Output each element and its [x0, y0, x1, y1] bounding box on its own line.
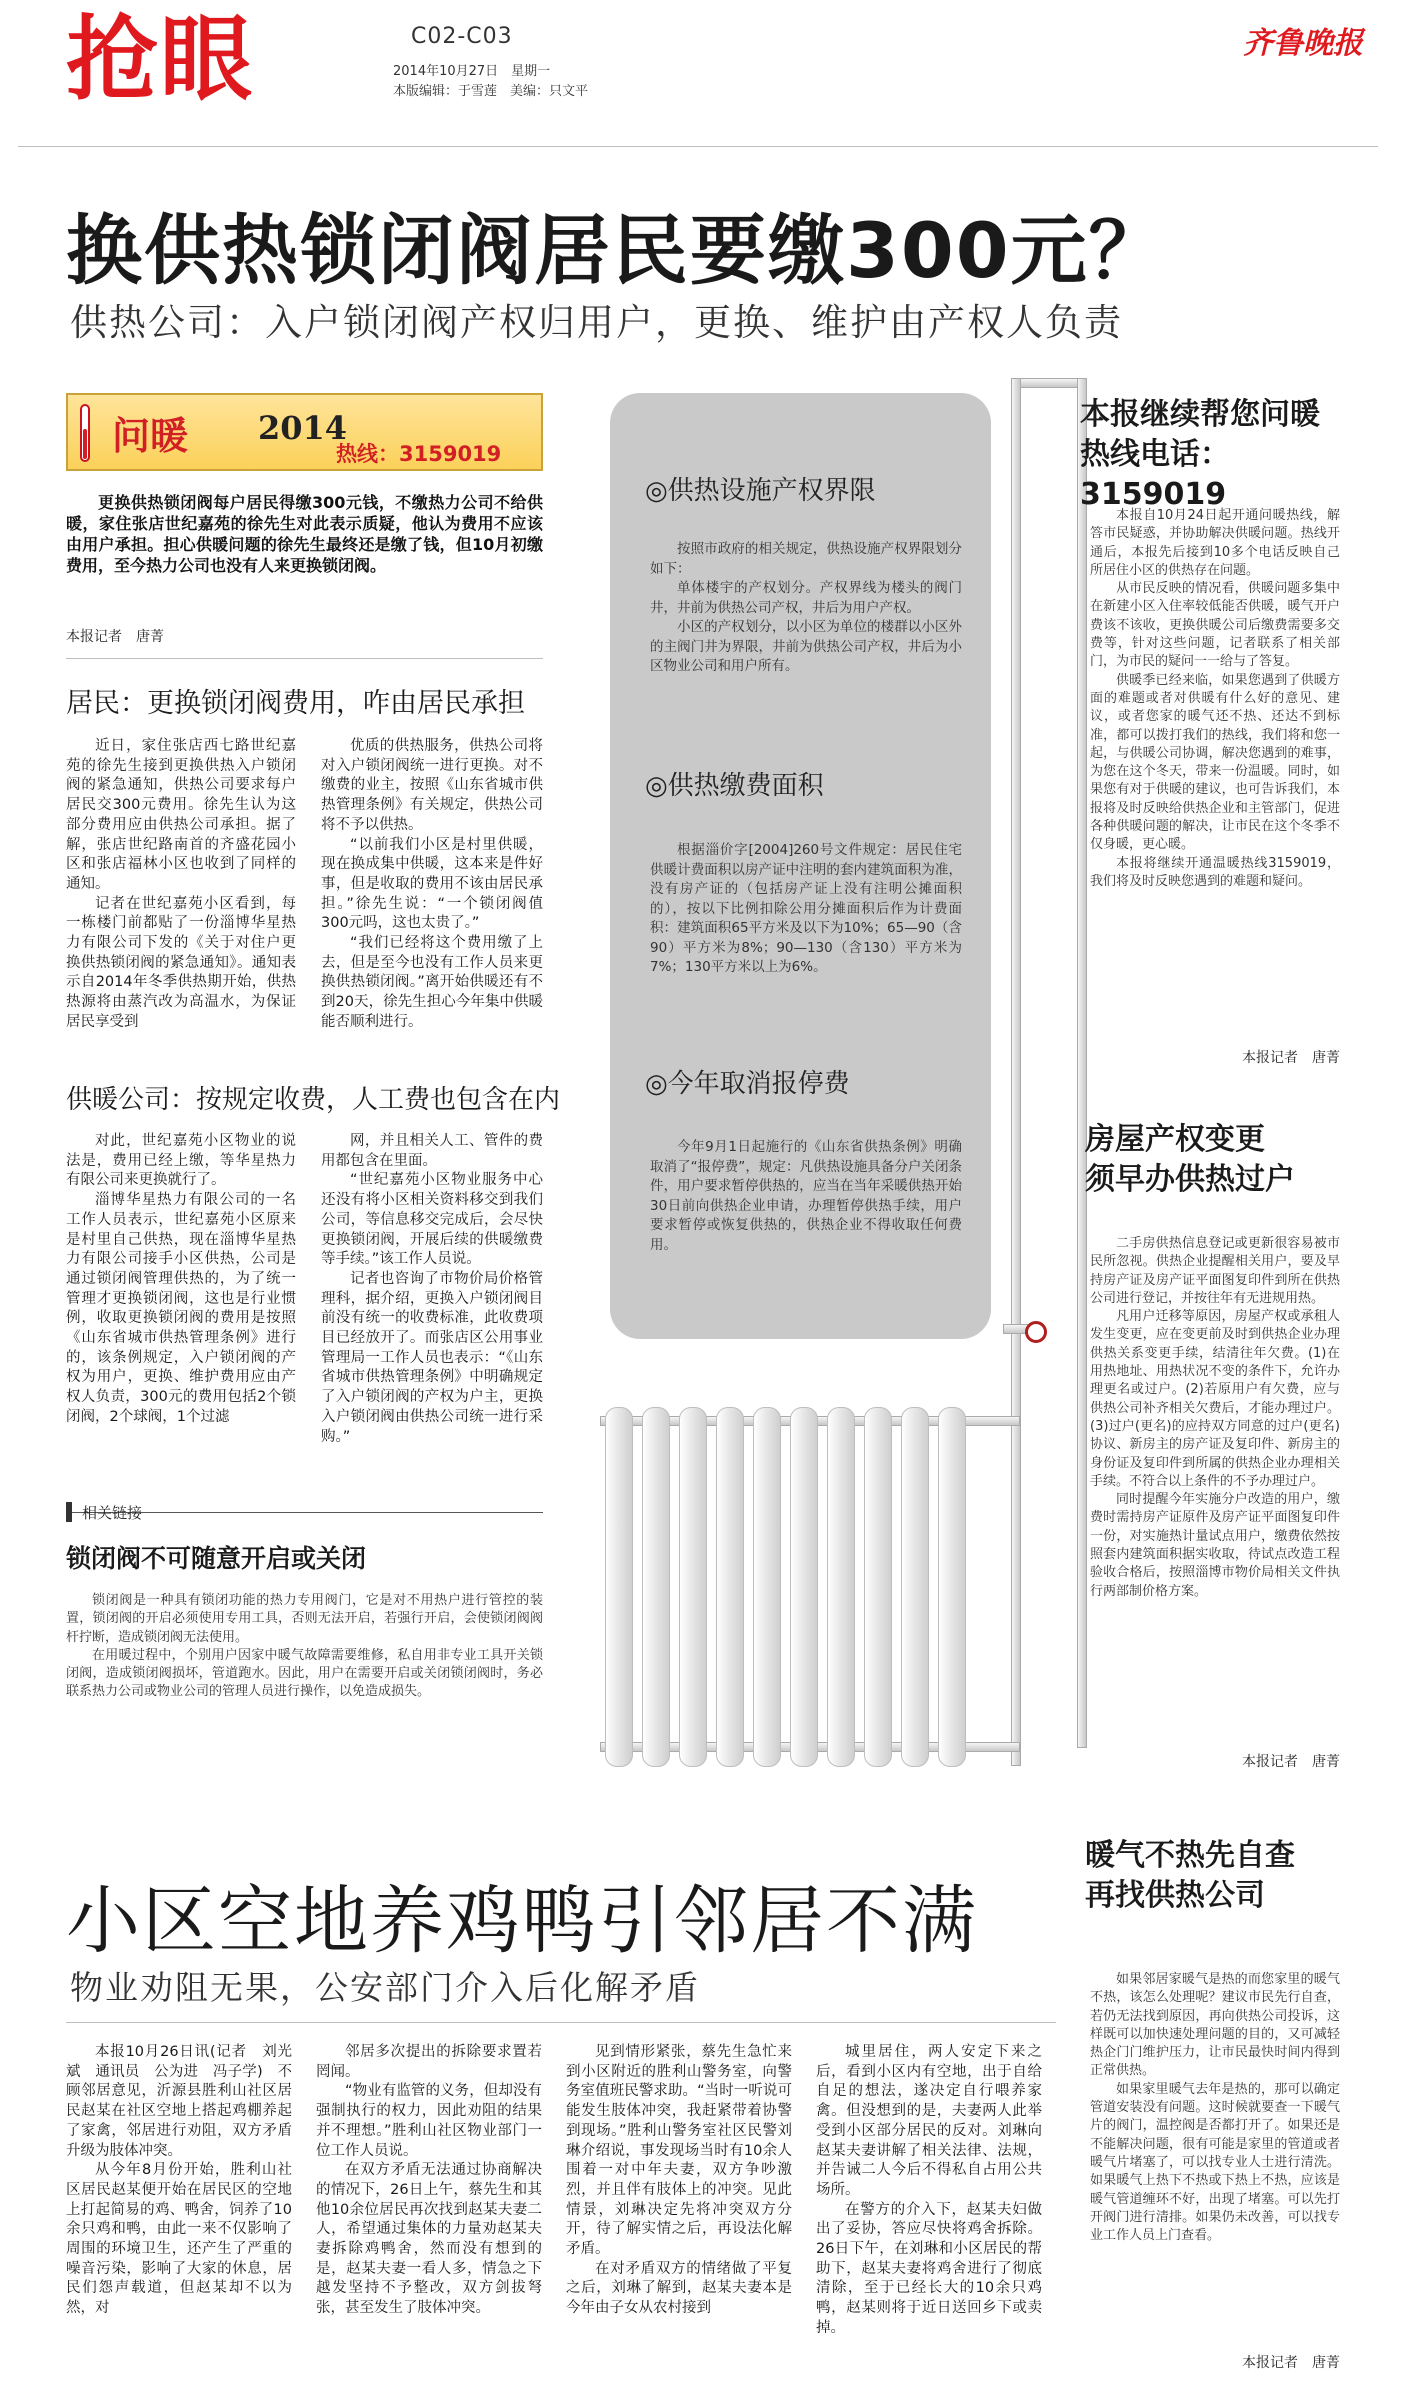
panel-heading-property: ◎供热设施产权界限	[645, 476, 876, 506]
radiator-fin	[938, 1407, 966, 1767]
panel-text-property: 按照市政府的相关规定，供热设施产权界限划分如下： 单体楼宇的产权划分。产权界线为楼头的阀门井，井前为供热公司产权，井后为用户产权。 小区的产权划分，以小区为单位的楼群以小区外的主阀门井为界限，井前为供热公司产权，井后为小区物业公司和用户所有。	[650, 541, 962, 674]
section-heading-residents: 居民：更换锁闭阀费用，咋由居民承担	[66, 688, 525, 719]
newspaper-logo: 齐鲁晚报	[1243, 26, 1363, 61]
story2-rule	[66, 2022, 1056, 2023]
transfer-byline: 本报记者 唐菁	[1242, 1754, 1340, 1770]
selfcheck-heading: 暖气不热先自查 再找供热公司	[1085, 1838, 1295, 1913]
hotline-byline: 本报记者 唐菁	[1242, 1050, 1340, 1066]
related-tag: 相关链接	[82, 1504, 143, 1522]
lead-paragraph: 更换供热锁闭阀每户居民得缴300元钱，不缴热力公司不给供暖，家住张店世纪嘉苑的徐先生对此表示质疑，他认为费用不应该由用户承担。担心供暖问题的徐先生最终还是缴了钱，但10月初缴费用，至今热力公司也没有人来更换锁闭阀。	[66, 493, 543, 575]
panel-text-suspension: 今年9月1日起施行的《山东省供热条例》明确取消了“报停费”，规定：凡供热设施具备分户关闭条件，用户要求暂停供热的，应当在当年采暖供热开始30日前向供热企业申请，办理暂停供热手续，用户要求暂停或恢复供热的，供热企业不得收取任何费用。	[650, 1139, 962, 1253]
related-heading: 锁闭阀不可随意开启或关闭	[66, 1544, 367, 1573]
banner-title: 问暖	[112, 414, 189, 458]
story2-column-3: 见到情形紧张，蔡先生急忙来到小区附近的胜利山警务室，向警务室值班民警求助。“当时一听说可能发生肢体冲突，我赶紧带着协警到现场。”胜利山警务室社区民警刘琳介绍说，事发现场当时有10余人围着一对中年夫妻，双方争吵激烈，并且伴有肢体上的冲突。见此情景，刘琳决定先将冲突双方分开，待了解实情之后，再设法化解矛盾。 在对矛盾双方的情绪做了平复之后，刘琳了解到，赵某夫妻本是今年由子女从农村接到	[566, 2044, 792, 2317]
story2-column-4: 城里居住，两人安定下来之后，看到小区内有空地，出于自给自足的想法，遂决定自行喂养家禽。但没想到的是，夫妻两人此举受到小区部分居民的反对。刘琳向赵某夫妻讲解了相关法律、法规，并告诫二人今后不得私自占用公共场所。 在警方的介入下，赵某夫妇做出了妥协，答应尽快将鸡舍拆除。26日下午，在刘琳和小区居民的帮助下，赵某夫妻将鸡舍进行了彻底清除，至于已经长大的10余只鸡鸭，赵某则将于近日送回乡下或卖掉。	[816, 2044, 1042, 2336]
section-heading-company: 供暖公司：按规定收费，人工费也包含在内	[66, 1085, 561, 1115]
panel-heading-suspension: ◎今年取消报停费	[645, 1069, 850, 1099]
radiator-fin	[679, 1407, 707, 1767]
section-logo: 抢眼	[66, 6, 255, 113]
panel-text-area: 根据淄价字[2004]260号文件规定：居民住宅供暖计费面积以房产证中注明的套内建筑面积为准，没有房产证的（包括房产证上没有注明公摊面积的），按以下比例扣除公用分摊面积后作为计费面积：建筑面积65平方米及以下为10%；65—90（含90）平方米为8%；90—130（含130）平方米为7%；130平方米以上为6%。	[650, 842, 962, 975]
main-subhead: 供热公司：入户锁闭阀产权归用户，更换、维护由产权人负责	[70, 301, 1123, 344]
story2-column-1: 本报10月26日讯(记者 刘光斌 通讯员 公为进 冯子学) 不顾邻居意见，沂源县胜利山社区居民赵某在社区空地上搭起鸡棚养起了家禽，邻居进行劝阻，双方矛盾升级为肢体冲突。 从今年8月份开始，胜利山社区居民赵某便开始在居民区的空地上打起简易的鸡、鸭舍，饲养了10余只鸡和鸭，由此一来不仅影响了周围的环境卫生，还产生了严重的噪音污染，影响了大家的休息，居民们怨声载道，但赵某却不以为然，对	[66, 2044, 292, 2317]
banner-year: 2014	[258, 409, 348, 447]
radiator-fin	[864, 1407, 892, 1767]
residents-column-1: 近日，家住张店西七路世纪嘉苑的徐先生接到更换供热入户锁闭阀的紧急通知，供热公司要求每户居民交300元费用。徐先生认为这部分费用应由供热公司承担。据了解，张店世纪路南首的齐盛花园小区和张店福林小区也收到了同样的通知。 记者在世纪嘉苑小区看到，每一栋楼门前都贴了一份淄博华星热力有限公司下发的《关于对住户更换供热锁闭阀的紧急通知》。通知表示自2014年冬季供热期开始，供热热源将由蒸汽改为高温水，为保证居民享受到	[66, 738, 296, 1030]
radiator-fin	[642, 1407, 670, 1767]
radiator-fin	[827, 1407, 855, 1767]
masthead-rule	[18, 146, 1378, 147]
hotline-body: 本报自10月24日起开通问暖热线，解答市民疑惑，并协助解决供暖问题。热线开通后，本报先后接到10多个电话反映自己所居住小区的供热存在问题。 从市民反映的情况看，供暖问题多集中在新建小区入住率较低能否供暖，暖气开户费该不该收，更换供暖公司后缴费需要多交费等，针对这些问题，记者联系了相关部门，为市民的疑问一一给与了答复。 供暖季已经来临，如果您遇到了供暖方面的难题或者对供暖有什么好的意见、建议，或者您家的暖气还不热、还达不到标准，都可以拨打我们的热线，我们将和您一起，与供暖公司协调，解决您遇到的难事，为您在这个冬天，带来一份温暖。同时，如果您有对于供暖的建议，也可告诉我们，本报将及时反映给供热企业和主管部门，促进各种供暖问题的解决，让市民在这个冬季不仅身暖，更心暖。 本报将继续开通温暖热线3159019，我们将及时反映您遇到的难题和疑问。	[1090, 508, 1340, 889]
wennuan-banner	[66, 393, 543, 471]
byline: 本报记者 唐菁	[66, 629, 164, 645]
main-headline: 换供热锁闭阀居民要缴300元？	[66, 206, 1167, 295]
company-column-2: 网，并且相关人工、管件的费用都包含在里面。 “世纪嘉苑小区物业服务中心还没有将小区相关资料移交到我们公司，等信息移交完成后，会尽快更换锁闭阀，开展后续的供暖缴费等手续。”该工作人员说。 记者也咨询了市物价局价格管理科，据介绍，更换入户锁闭阀目前没有统一的收费标准，此收费项目已经放开了。而张店区公用事业管理局一工作人员也表示：“《山东省城市供热管理条例》中明确规定了入户锁闭阀的产权为户主，更换入户锁闭阀由供热公司统一进行采购。”	[321, 1133, 543, 1445]
residents-column-2: 优质的供热服务，供热公司将对入户锁闭阀统一进行更换。对不缴费的业主，按照《山东省城市供热管理条例》有关规定，供热公司将不予以供热。 “以前我们小区是村里供暖，现在换成集中供暖，这本来是件好事，但是收取的费用不该由居民承担。”徐先生说：“一个锁闭阀值300元吗，这也太贵了。” “我们已经将这个费用缴了上去，但是至今也没有工作人员来更换供热锁闭阀。”离开始供暖还有不到20天，徐先生担心今年集中供暖能否顺利进行。	[321, 738, 543, 1030]
thermometer-icon	[80, 404, 90, 462]
story2-subhead: 物业劝阻无果，公安部门介入后化解矛盾	[70, 1968, 700, 2007]
radiator-fin	[790, 1407, 818, 1767]
company-column-1: 对此，世纪嘉苑小区物业的说法是，费用已经上缴，等华星热力有限公司来更换就行了。 淄博华星热力有限公司的一名工作人员表示，世纪嘉苑小区原来是村里自己供热，现在淄博华星热力有限公司接手小区供热，公司是通过锁闭阀管理供热的，为了统一管理才更换锁闭阀，这也是行业惯例，收取更换锁闭阀的费用是按照《山东省城市供热管理条例》进行的，该条例规定，入户锁闭阀的产权为用户，更换、维护费用应由产权人负责，300元的费用包括2个锁闭阀，2个球阀，1个过滤	[66, 1133, 296, 1425]
radiator-fin	[753, 1407, 781, 1767]
radiator-fin	[716, 1407, 744, 1767]
selfcheck-byline: 本报记者 唐菁	[1242, 2355, 1340, 2371]
editor-credits: 本版编辑：于雪莲 美编：只文平	[393, 84, 589, 99]
story2-headline: 小区空地养鸡鸭引邻居不满	[66, 1878, 978, 1964]
section-rule	[66, 658, 543, 659]
issue-date: 2014年10月27日 星期一	[393, 64, 551, 79]
story2-column-2: 邻居多次提出的拆除要求置若罔闻。 “物业有监管的义务，但却没有强制执行的权力，因此劝阻的结果并不理想。”胜利山社区物业部门一位工作人员说。 在双方矛盾无法通过协商解决的情况下，26日上午，蔡先生和其他10余位居民再次找到赵某夫妻二人，希望通过集体的力量劝赵某夫妻拆除鸡鸭舍，然而没有想到的是，赵某夫妻一看人多，情急之下越发坚持不予整改，双方剑拔弩张，甚至发生了肢体冲突。	[316, 2044, 542, 2317]
page-numbers: C02-C03	[411, 24, 513, 49]
radiator-fin	[605, 1407, 633, 1767]
transfer-heading: 房屋产权变更 须早办供热过户	[1085, 1122, 1295, 1197]
valve-icon	[1025, 1321, 1047, 1343]
pipe-riser-right	[1077, 378, 1087, 1748]
radiator-illustration	[605, 1407, 1017, 1767]
radiator-fin	[901, 1407, 929, 1767]
related-body: 锁闭阀是一种具有锁闭功能的热力专用阀门，它是对不用热户进行管控的装置，锁闭阀的开启必须使用专用工具，否则无法开启，若强行开启，会使锁闭阀阀杆拧断，造成锁闭阀无法使用。 在用暖过程中，个别用户因家中暖气故障需要维修，私自用非专业工具开关锁闭阀，造成锁闭阀损坏，管道跑水。因此，用户在需要开启或关闭锁闭阀时，务必联系热力公司或物业公司的管理人员进行操作，以免造成损失。	[66, 1593, 543, 1700]
transfer-body: 二手房供热信息登记或更新很容易被市民所忽视。供热企业提醒相关用户，要及早持房产证及房产证平面图复印件到所在供热公司进行登记，并按往年有无进规用热。 凡用户迁移等原因，房屋产权或承租人发生变更，应在变更前及时到供热企业办理供热关系变更手续，结清往年欠费。(1)在用热地址、用热状况不变的条件下，允许办理更名或过户。(2)若原用户有欠费，应与供热公司补齐相关欠费后，才能办理过户。(3)过户(更名)的应持双方同意的过户(更名)协议、新房主的房产证及复印件、新房主的身份证及复印件到所属的供热企业办理相关手续。不符合以上条件的不予办理过户。 同时提醒今年实施分户改造的用户，缴费时需持房产证原件及房产证平面图复印件一份，对实施热计量试点用户，缴费依然按照套内建筑面积据实收取，待试点改造工程验收合格后，按照淄博市物价局相关文件执行两部制价格方案。	[1090, 1236, 1340, 1599]
related-marker	[66, 1502, 72, 1522]
banner-hotline: 热线：3159019	[336, 442, 502, 466]
selfcheck-body: 如果邻居家暖气是热的而您家里的暖气不热，该怎么处理呢？建议市民先行自查，若仍无法找到原因，再向供热公司投诉，这样既可以加快速处理问题的目的，又可减轻热企门门维护压力，让市民最快时间内得到正常供热。 如果家里暖气去年是热的，那可以确定管道安装没有问题。这时候就要查一下暖气片的阀门，温控阀是否都打开了。如果还是不能解决问题，很有可能是家里的管道或者暖气片堵塞了，可以找专业人士进行清洗。如果暖气上热下不热或下热上不热，应该是暖气管道缠环不好，出现了堵塞。可以先打开阀门进行清排。如果仍未改善，可以找专业工作人员上门查看。	[1090, 1972, 1340, 2244]
panel-heading-area: ◎供热缴费面积	[645, 771, 824, 801]
pipe-top	[1011, 378, 1087, 388]
hotline-heading: 本报继续帮您问暖 热线电话：3159019	[1080, 397, 1320, 512]
